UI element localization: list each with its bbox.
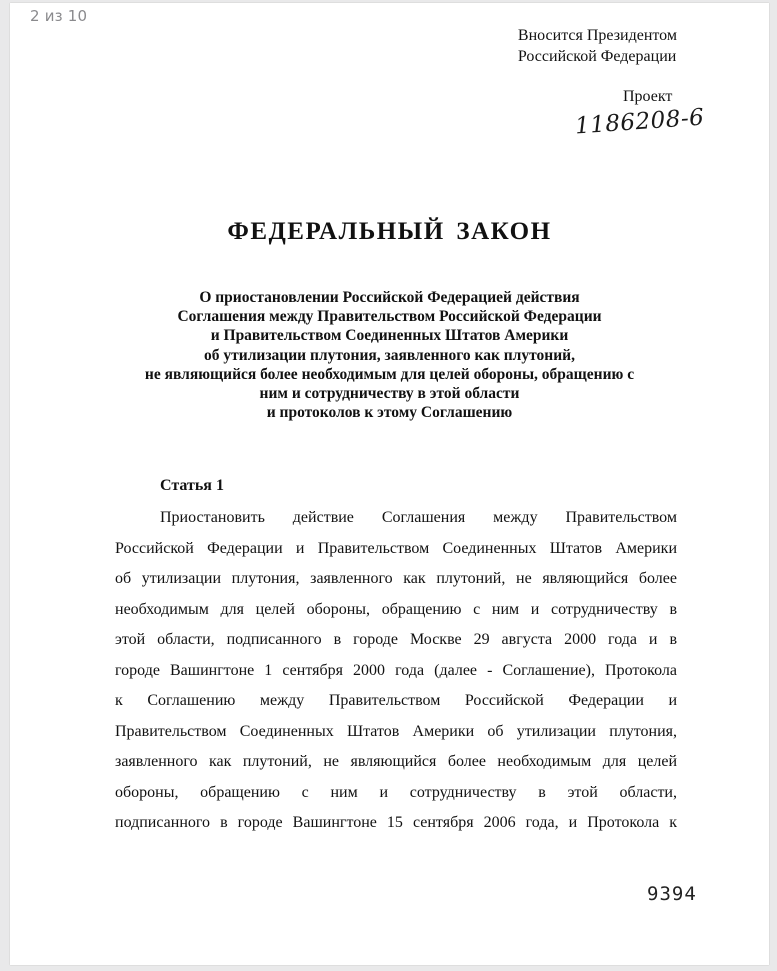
submitter-line-1: Вносится Президентом	[517, 27, 677, 44]
registration-stamp-number: 9394	[647, 883, 697, 905]
subtitle-line: и протоколов к этому Соглашению	[266, 404, 513, 422]
body-line: необходимым для целей обороны, обращению с ним и сотрудничеству в	[115, 600, 677, 618]
article-body	[115, 503, 677, 839]
body-line: городе Вашингтоне 1 сентября 2000 года (далее - Соглашение), Протокола	[115, 661, 677, 679]
body-line: этой области, подписанного в городе Москве 29 августа 2000 года и в	[115, 631, 677, 648]
subtitle-line: об утилизации плутония, заявленного как плутоний,	[204, 346, 575, 364]
document-page[interactable]	[10, 3, 769, 965]
submitter-block	[518, 25, 677, 67]
law-subtitle	[10, 288, 769, 422]
subtitle-line: Соглашения между Правительством Российской Федерации	[177, 308, 602, 326]
body-line: обороны, обращению с ним и сотрудничеству в этой области,	[115, 783, 677, 801]
subtitle-line: не являющийся более необходимым для целей обороны, обращению с	[144, 365, 635, 383]
body-line: подписанного в городе Вашингтоне 15 сентября 2006 года, и Протокола к	[115, 814, 677, 831]
body-line: к Соглашению между Правительством Российской Федерации и	[115, 692, 677, 709]
body-line: об утилизации плутония, заявленного как плутоний, не являющийся более	[115, 570, 677, 587]
subtitle-line: О приостановлении Российской Федерацией действия	[199, 289, 580, 306]
article-heading: Статья 1	[160, 477, 224, 494]
project-label: Проект	[623, 88, 673, 105]
body-line: Правительством Соединенных Штатов Америки об утилизации плутония,	[115, 722, 677, 740]
body-line: заявленного как плутоний, не являющийся более необходимым для целей	[115, 753, 677, 770]
subtitle-line: ним и сотрудничеству в этой области	[259, 385, 520, 403]
body-line: Российской Федерации и Правительством Соединенных Штатов Америки	[115, 539, 677, 557]
subtitle-line: и Правительством Соединенных Штатов Америки	[210, 327, 569, 345]
document-title: ФЕДЕРАЛЬНЫЙ ЗАКОН	[227, 218, 552, 245]
submitter-line-2: Российской Федерации	[517, 48, 677, 65]
page-counter: 2 из 10	[30, 7, 88, 25]
handwritten-bill-number: 1186208-6	[574, 104, 706, 140]
body-line: Приостановить действие Соглашения между Правительством	[160, 509, 677, 526]
